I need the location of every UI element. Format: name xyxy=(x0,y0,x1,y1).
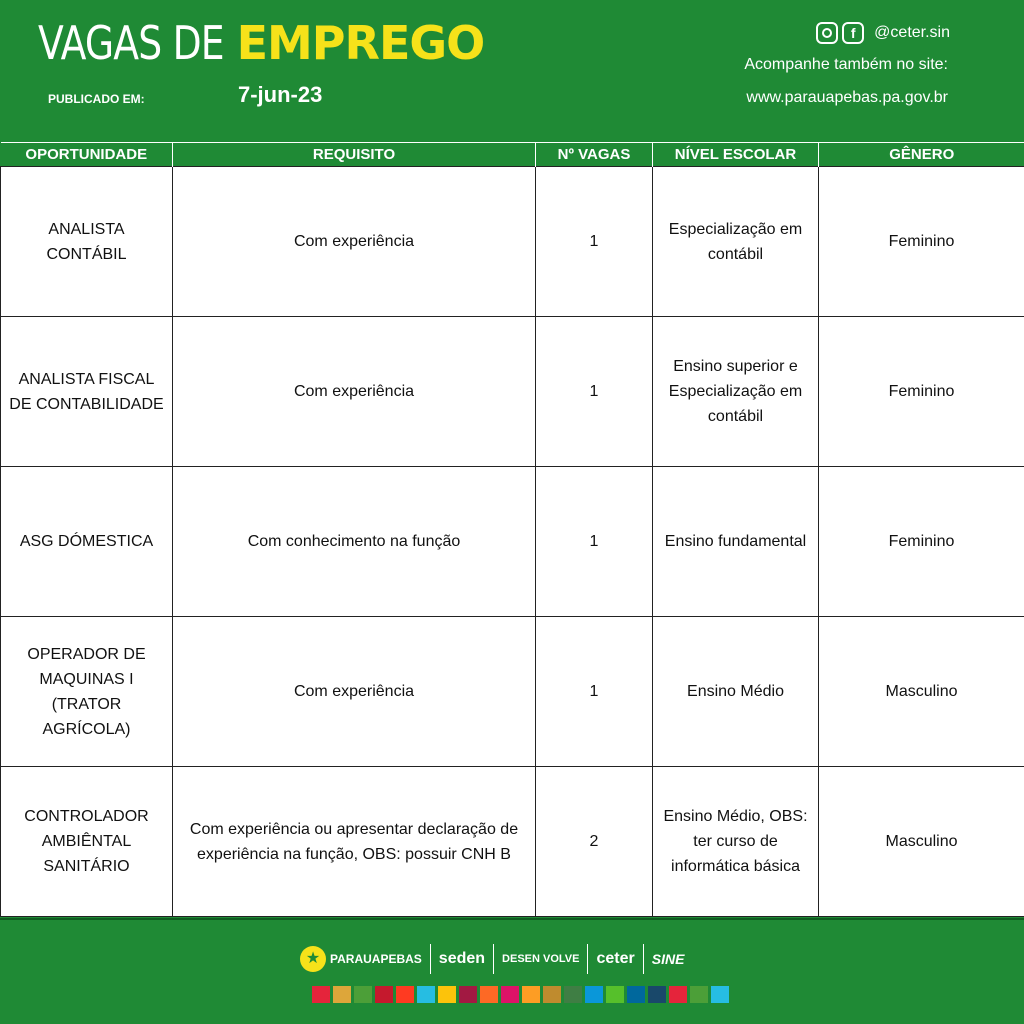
logo-desenvolve: DESEN VOLVE xyxy=(502,952,580,965)
column-header-nivel-escolar: NÍVEL ESCOLAR xyxy=(653,143,819,167)
cell-vagas: 1 xyxy=(536,467,653,617)
logo-parauapebas xyxy=(300,946,422,972)
cell-requisito: Com experiência ou apresentar declaração de experiência na função, OBS: possuir CNH B xyxy=(173,767,536,917)
cell-requisito: Com conhecimento na função xyxy=(173,467,536,617)
divider xyxy=(493,944,494,974)
sdg-icon xyxy=(585,986,603,1003)
sdg-icon xyxy=(354,986,372,1003)
cell-oportunidade: OPERADOR DE MAQUINAS I (TRATOR AGRÍCOLA) xyxy=(1,617,173,767)
facebook-icon[interactable]: f xyxy=(842,22,864,44)
header xyxy=(0,0,1024,142)
cell-genero: Masculino xyxy=(819,617,1024,767)
sdg-icon xyxy=(333,986,351,1003)
published-date: 7-jun-23 xyxy=(238,82,323,107)
sdg-icon xyxy=(501,986,519,1003)
cell-vagas: 1 xyxy=(536,617,653,767)
table-row xyxy=(1,767,1024,917)
cell-vagas: 1 xyxy=(536,317,653,467)
table-row xyxy=(1,167,1024,317)
logo-seden: seden xyxy=(438,950,486,967)
sdg-icon xyxy=(459,986,477,1003)
cell-requisito: Com experiência xyxy=(173,317,536,467)
sdg-icon xyxy=(669,986,687,1003)
page-title xyxy=(38,16,485,70)
sdg-icon xyxy=(543,986,561,1003)
sdg-icon xyxy=(417,986,435,1003)
cell-nivel: Ensino fundamental xyxy=(653,467,819,617)
logo-ceter: ceter xyxy=(596,950,635,967)
cell-genero: Masculino xyxy=(819,767,1024,917)
cell-oportunidade: ANALISTA FISCAL DE CONTABILIDADE xyxy=(1,317,173,467)
sdg-icon xyxy=(606,986,624,1003)
column-header-vagas: Nº VAGAS xyxy=(536,143,653,167)
sdg-icon xyxy=(312,986,330,1003)
title-part-2: EMPREGO xyxy=(236,16,485,70)
logo-parauapebas-text: PARAUAPEBAS xyxy=(330,952,422,966)
divider xyxy=(643,944,644,974)
cell-nivel: Ensino superior e Especialização em contábil xyxy=(653,317,819,467)
sdg-icon xyxy=(690,986,708,1003)
sdg-icon xyxy=(438,986,456,1003)
cell-nivel: Especialização em contábil xyxy=(653,167,819,317)
sdg-icon xyxy=(627,986,645,1003)
sdg-icons-strip xyxy=(312,986,729,1003)
star-icon: ★ xyxy=(300,946,326,972)
column-header-genero: GÊNERO xyxy=(819,143,1024,167)
cell-vagas: 2 xyxy=(536,767,653,917)
jobs-table xyxy=(0,142,1024,917)
cell-oportunidade: ASG DÓMESTICA xyxy=(1,467,173,617)
instagram-icon[interactable] xyxy=(816,22,838,44)
table-row xyxy=(1,617,1024,767)
cell-oportunidade: CONTROLADOR AMBIÊNTAL SANITÁRIO xyxy=(1,767,173,917)
cell-requisito: Com experiência xyxy=(173,167,536,317)
divider xyxy=(430,944,431,974)
sdg-icon xyxy=(396,986,414,1003)
column-header-oportunidade: OPORTUNIDADE xyxy=(1,143,173,167)
sdg-icon xyxy=(375,986,393,1003)
cell-vagas: 1 xyxy=(536,167,653,317)
cell-requisito: Com experiência xyxy=(173,617,536,767)
published-label: PUBLICADO EM: xyxy=(48,92,145,106)
table-row xyxy=(1,317,1024,467)
title-part-1: VAGAS DE xyxy=(38,16,224,70)
cell-oportunidade: ANALISTA CONTÁBIL xyxy=(1,167,173,317)
column-header-requisito: REQUISITO xyxy=(173,143,536,167)
cell-genero: Feminino xyxy=(819,167,1024,317)
site-url[interactable]: www.parauapebas.pa.gov.br xyxy=(746,89,948,106)
sdg-icon xyxy=(648,986,666,1003)
cell-genero: Feminino xyxy=(819,467,1024,617)
cell-nivel: Ensino Médio xyxy=(653,617,819,767)
site-label: Acompanhe também no site: xyxy=(744,56,948,73)
divider xyxy=(587,944,588,974)
logo-sine: SINE xyxy=(651,951,685,967)
table-row xyxy=(1,467,1024,617)
partner-logos xyxy=(300,944,684,974)
table-header-row xyxy=(1,143,1024,167)
sdg-icon xyxy=(564,986,582,1003)
sdg-icon xyxy=(711,986,729,1003)
social-handle[interactable]: @ceter.sin xyxy=(874,24,950,41)
cell-genero: Feminino xyxy=(819,317,1024,467)
sdg-icon xyxy=(522,986,540,1003)
sdg-icon xyxy=(480,986,498,1003)
footer xyxy=(0,918,1024,1024)
cell-nivel: Ensino Médio, OBS: ter curso de informática básica xyxy=(653,767,819,917)
social-links xyxy=(816,22,950,44)
